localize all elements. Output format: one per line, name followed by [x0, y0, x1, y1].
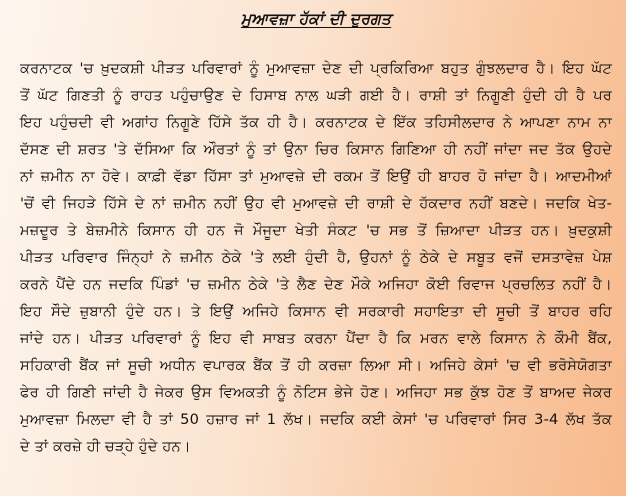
body-line: ਫੇਰ ਹੀ ਗਿਣੀ ਜਾਂਦੀ ਹੈ ਜੇਕਰ ਉਸ ਵਿਅਕਤੀ ਨੂੰ ਨੋਟਿਸ ਭੇਜੇ ਹੋਣ। ਅਜਿਹਾ ਸਭ ਕੁੱਝ ਹੋਣ ਤੋਂ ਬਾਅਦ ਜੇਕਰ	[20, 384, 612, 401]
body-line: ਜਾਂਦੇ ਹਨ। ਪੀੜਤ ਪਰਿਵਾਰਾਂ ਨੂੰ ਇਹ ਵੀ ਸਾਬਤ ਕਰਨਾ ਪੈਂਦਾ ਹੈ ਕਿ ਮਰਨ ਵਾਲੇ ਕਿਸਾਨ ਨੇ ਕੌਮੀ ਬੈਂਕ,	[20, 330, 612, 347]
body-line: 'ਚੋਂ ਵੀ ਜਿਹੜੇ ਹਿੱਸੇ ਦੇ ਨਾਂ ਜ਼ਮੀਨ ਨਹੀਂ ਉਹ ਵੀ ਮੁਆਵਜ਼ੇ ਦੀ ਰਾਸ਼ੀ ਦੇ ਹੱਕਦਾਰ ਨਹੀਂ ਬਣਦੇ। ਜਦਕਿ ਖੇਤ-	[20, 195, 612, 212]
body-line: ਤੋਂ ਘੱਟ ਗਿਣਤੀ ਨੂੰ ਰਾਹਤ ਪਹੁੰਚਾਉਣ ਦੇ ਹਿਸਾਬ ਨਾਲ ਘੜੀ ਗਈ ਹੈ। ਰਾਸ਼ੀ ਤਾਂ ਨਿਗੂਣੀ ਹੁੰਦੀ ਹੀ ਹੈ ਪਰ	[20, 87, 612, 104]
article-body	[20, 55, 612, 460]
body-line: ਇਹ ਸੌਦੇ ਜ਼ੁਬਾਨੀ ਹੁੰਦੇ ਹਨ। ਤੇ ਇਉਂ ਅਜਿਹੇ ਕਿਸਾਨ ਵੀ ਸਰਕਾਰੀ ਸਹਾਇਤਾ ਦੀ ਸੂਚੀ ਤੋਂ ਬਾਹਰ ਰਹਿ	[20, 303, 612, 320]
body-line: ਇਹ ਪਹੁੰਚਦੀ ਵੀ ਅਗਾਂਹ ਨਿਗੂਣੇ ਹਿੱਸੇ ਤੱਕ ਹੀ ਹੈ। ਕਰਨਾਟਕ ਦੇ ਇੱਕ ਤਹਿਸੀਲਦਾਰ ਨੇ ਆਪਣਾ ਨਾਮ ਨਾ	[20, 114, 612, 131]
page-title	[20, 10, 612, 29]
body-line: ਮਜ਼ਦੂਰ ਤੇ ਬੇਜ਼ਮੀਨੇ ਕਿਸਾਨ ਹੀ ਹਨ ਜੋ ਮੌਜੂਦਾ ਖੇਤੀ ਸੰਕਟ 'ਚ ਸਭ ਤੋਂ ਜ਼ਿਆਦਾ ਪੀੜਤ ਹਨ। ਖ਼ੁਦਕੁਸ਼ੀ	[20, 222, 612, 239]
body-line: ਦੇ ਤਾਂ ਕਰਜ਼ੇ ਹੀ ਚੜ੍ਹੇ ਹੁੰਦੇ ਹਨ।	[20, 438, 191, 455]
body-line: ਪੀੜਤ ਪਰਿਵਾਰ ਜਿੰਨ੍ਹਾਂ ਨੇ ਜ਼ਮੀਨ ਠੇਕੇ 'ਤੇ ਲਈ ਹੁੰਦੀ ਹੈ, ਉਹਨਾਂ ਨੂੰ ਠੇਕੇ ਦੇ ਸਬੂਤ ਵਜੋਂ ਦਸਤਾਵੇਜ਼ ਪੇਸ਼	[20, 249, 612, 266]
body-line: ਨਾਂ ਜ਼ਮੀਨ ਨਾ ਹੋਵੇ। ਕਾਫ਼ੀ ਵੱਡਾ ਹਿੱਸਾ ਤਾਂ ਮੁਆਵਜ਼ੇ ਦੀ ਰਕਮ ਤੋਂ ਇਉਂ ਹੀ ਬਾਹਰ ਹੋ ਜਾਂਦਾ ਹੈ। ਆਦਮੀਆਂ	[20, 168, 612, 185]
body-line: ਦੱਸਣ ਦੀ ਸ਼ਰਤ 'ਤੇ ਦੱਸਿਆ ਕਿ ਔਰਤਾਂ ਨੂੰ ਤਾਂ ਉਨਾ ਚਿਰ ਕਿਸਾਨ ਗਿਣਿਆ ਹੀ ਨਹੀਂ ਜਾਂਦਾ ਜਦ ਤੱਕ ਉਹਦੇ	[20, 141, 612, 158]
body-line: ਕਰਨਾਟਕ 'ਚ ਖ਼ੁਦਕਸ਼ੀ ਪੀੜਤ ਪਰਿਵਾਰਾਂ ਨੂੰ ਮੁਆਵਜ਼ਾ ਦੇਣ ਦੀ ਪ੍ਰਕਿਰਿਆ ਬਹੁਤ ਗੁੰਝਲਦਾਰ ਹੈ। ਇਹ ਘੱਟ	[20, 60, 612, 77]
body-line: ਕਰਨੇ ਪੈਂਦੇ ਹਨ ਜਦਕਿ ਪਿੰਡਾਂ 'ਚ ਜ਼ਮੀਨ ਠੇਕੇ 'ਤੇ ਲੈਣ ਦੇਣ ਮੌਕੇ ਅਜਿਹਾ ਕੋਈ ਰਿਵਾਜ ਪ੍ਰਚਲਿਤ ਨਹੀਂ ਹੈ।	[20, 276, 612, 293]
page-title-text: ਮੁਆਵਜ਼ਾ ਹੱਕਾਂ ਦੀ ਦੁਰਗਤ	[240, 10, 392, 28]
body-line: ਮੁਆਵਜ਼ਾ ਮਿਲਦਾ ਵੀ ਹੈ ਤਾਂ 50 ਹਜ਼ਾਰ ਜਾਂ 1 ਲੱਖ। ਜਦਕਿ ਕਈ ਕੇਸਾਂ 'ਚ ਪਰਿਵਾਰਾਂ ਸਿਰ 3-4 ਲੱਖ ਤੱਕ	[20, 411, 612, 428]
body-line: ਸਹਿਕਾਰੀ ਬੈਂਕ ਜਾਂ ਸੂਚੀ ਅਧੀਨ ਵਪਾਰਕ ਬੈਂਕ ਤੋਂ ਹੀ ਕਰਜ਼ਾ ਲਿਆ ਸੀ। ਅਜਿਹੇ ਕੇਸਾਂ 'ਚ ਵੀ ਭਰੋਸੇਯੋਗਤਾ	[20, 357, 612, 374]
